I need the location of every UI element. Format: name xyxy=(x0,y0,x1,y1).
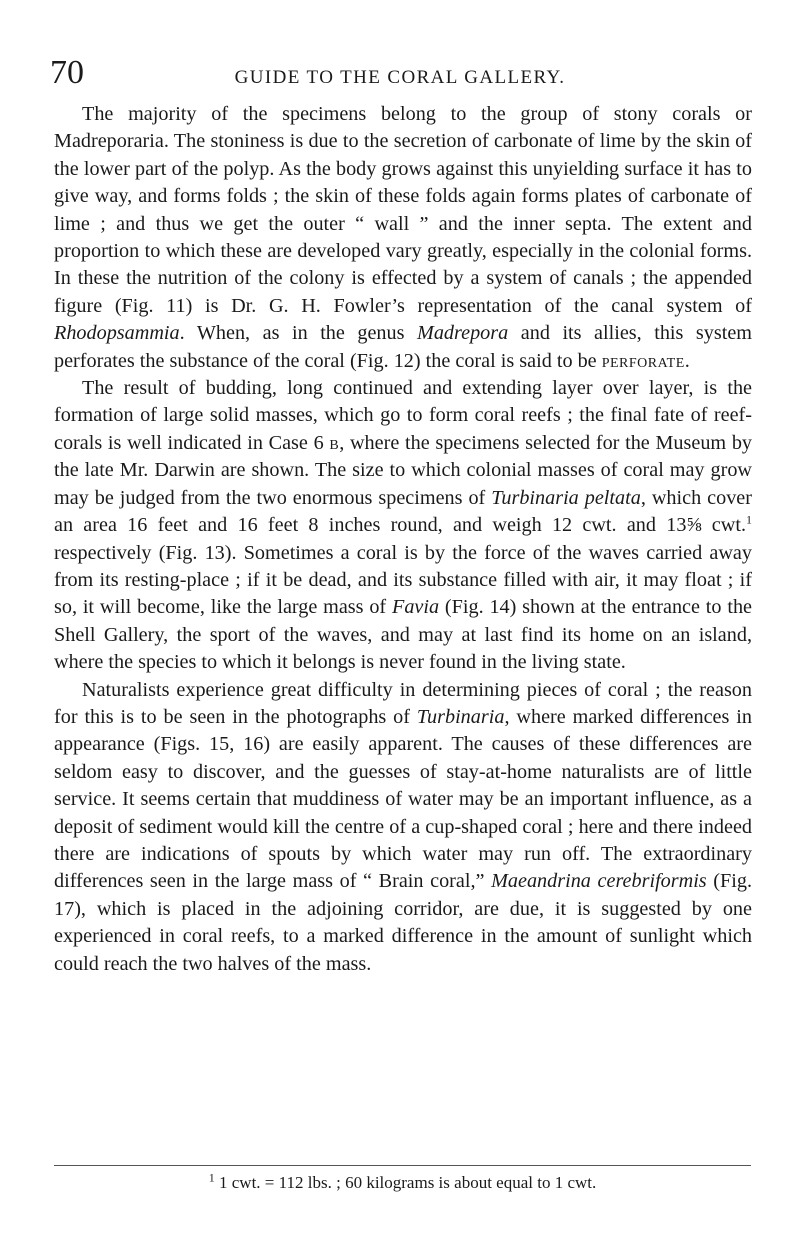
footnote xyxy=(54,1172,751,1194)
italic-term: Maeandrina cerebriformis xyxy=(491,870,707,893)
italic-term: Favia xyxy=(392,596,440,619)
text-run: The majority of the specimens belong to the group of stony corals or Madreporaria. The stoniness is due to the secretion of carbonate of lime by the skin of the lower part of the polyp. As the body grows against this unyielding surface it has to give way, and forms folds ; the skin of these folds again forms plates of carbonate of lime ; and thus we get the outer “ wall ” and the inner septa. The extent and proportion to which these are developed vary greatly, especially in the colonial forms. In these the nutrition of the colony is effected by a system of canals ; the appended figure (Fig. 11) is Dr. G. H. Fowler’s representation of the canal system of xyxy=(54,103,752,317)
italic-term: Rhodopsammia xyxy=(54,322,180,345)
text-run: The result of budding, long continued and extending layer over layer, is the formation of large solid masses, which go to form coral reefs ; the final fate of reef-corals is well indicated in Case 6 xyxy=(54,377,752,454)
page-header xyxy=(0,56,800,92)
paragraph xyxy=(54,101,752,375)
footnote-marker: 1 xyxy=(208,1170,215,1185)
small-caps-term: perforate xyxy=(601,349,685,372)
italic-term: Turbinaria xyxy=(416,705,505,728)
page-number: 70 xyxy=(50,54,84,91)
text-run: Naturalists experience great difficulty in determining pieces of coral ; the reason for this is to be seen in the photographs of xyxy=(54,678,752,728)
text-run: , where the specimens selected for the Museum by the late Mr. Darwin are shown. The size to which colonial masses of coral may grow may be judged from the two enormous specimens of xyxy=(54,431,753,509)
paragraph xyxy=(54,375,752,676)
body-text xyxy=(54,101,752,978)
text-run: (Fig. 14) shown at the entrance to the Shell Gallery, the sport of the waves, and may at last find its home on an island, where the species to which it belongs is never found in the living state. xyxy=(54,596,752,674)
text-run: and its allies, this system perforates the substance of the coral (Fig. 12) the coral is said to be xyxy=(54,322,752,372)
text-run: respectively (Fig. 13). Sometimes a coral is by the force of the waves carried away from its resting-place ; if it be dead, and its substance filled with air, it may float ; if so, it will become, like the large mass of xyxy=(54,541,752,619)
text-run: . When, as in the genus xyxy=(179,322,418,345)
italic-term: Madrepora xyxy=(417,322,509,345)
italic-term: Turbinaria peltata xyxy=(491,486,641,509)
paragraph xyxy=(54,677,752,978)
running-title: GUIDE TO THE CORAL GALLERY. xyxy=(234,67,566,88)
text-run: , which cover an area 16 feet and 16 feet 8 inches round, and weigh 12 cwt. and 13⅝ cwt. xyxy=(54,486,752,537)
text-run: . xyxy=(684,349,690,372)
footnote-text: 1 cwt. = 112 lbs. ; 60 kilograms is about equal to 1 cwt. xyxy=(214,1173,597,1192)
footnote-reference: 1 xyxy=(746,512,752,527)
small-caps-term: b xyxy=(329,431,340,454)
text-run: (Fig. 17), which is placed in the adjoining corridor, are due, it is suggested by one experienced in coral reefs, to a marked difference in the amount of sunlight which could reach the two halves of the mass. xyxy=(54,870,752,975)
text-run: , where marked differences in appearance (Figs. 15, 16) are easily apparent. The causes of these differences are seldom easy to discover, and the guesses of stay-at-home naturalists are of little service. It seems certain that muddiness of water may be an important influence, as a deposit of sediment would kill the centre of a cup-shaped coral ; here and there indeed there are indications of spouts by which water may run off. The extraordinary differences seen in the large mass of “ Brain coral,” xyxy=(54,705,752,893)
footnote-rule xyxy=(54,1165,751,1166)
